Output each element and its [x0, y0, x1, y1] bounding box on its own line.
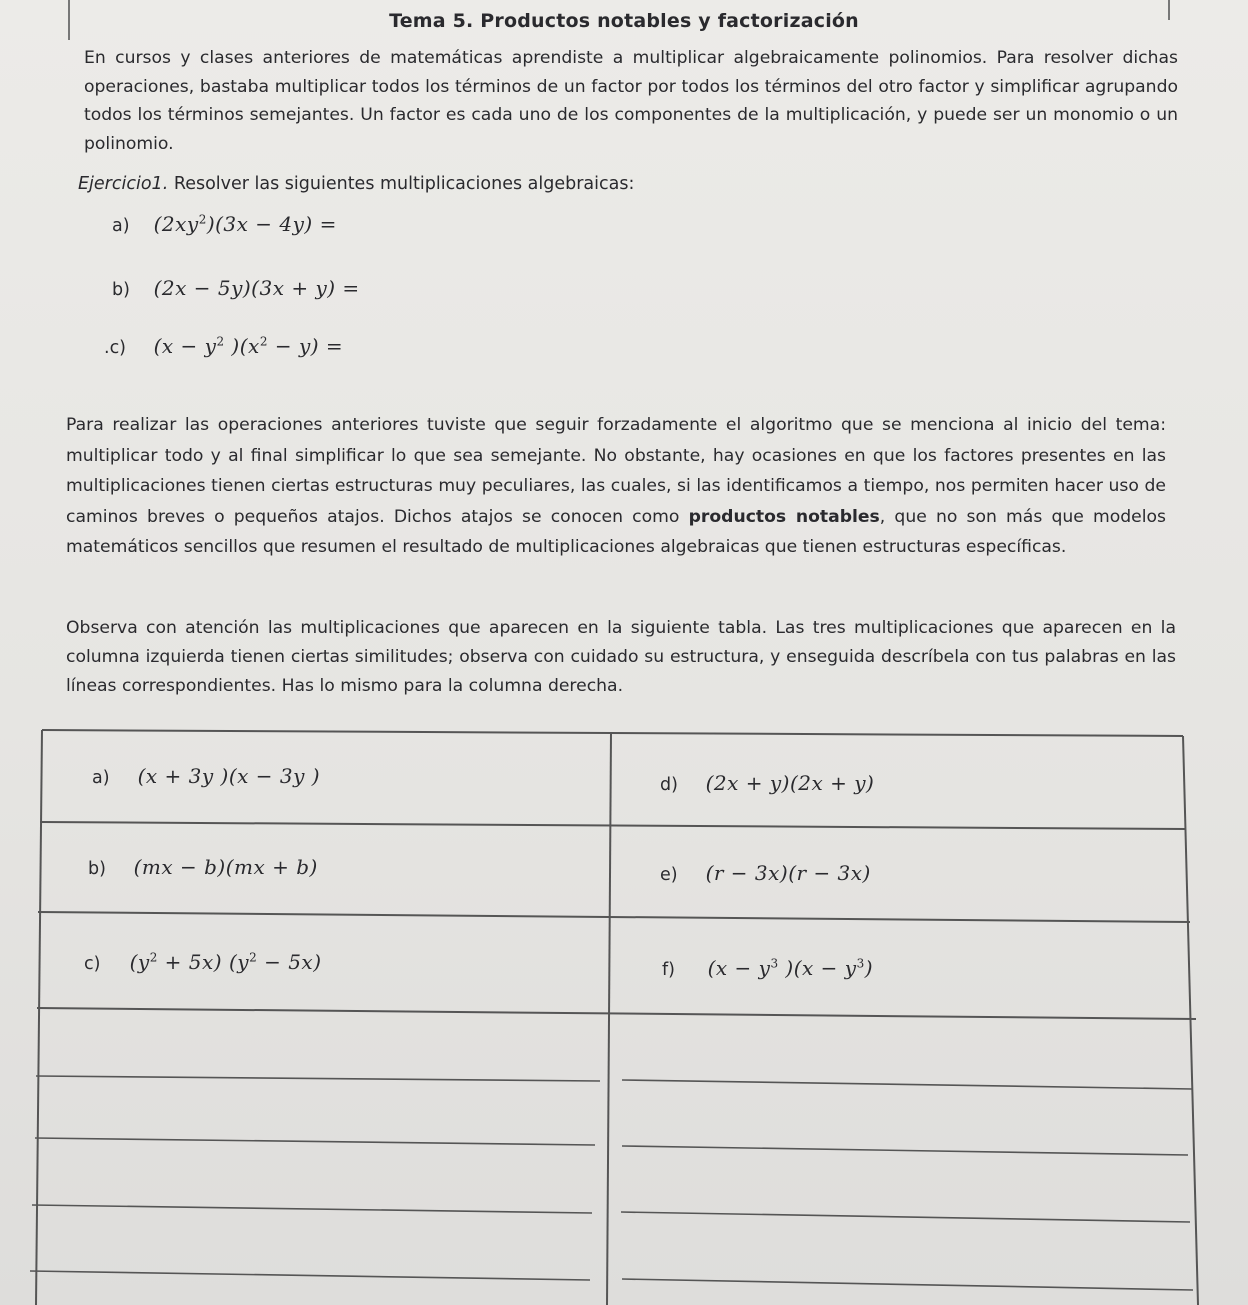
cell-label: a) — [92, 768, 110, 788]
table-cell-e — [660, 861, 871, 885]
cell-expression: (r − 3x)(r − 3x) — [705, 861, 871, 885]
answer-line-left-1 — [36, 1076, 600, 1081]
cell-label: e) — [660, 865, 678, 885]
answer-line-left-4 — [30, 1271, 590, 1280]
item-label: b) — [112, 280, 130, 300]
answer-line-right-4 — [622, 1279, 1193, 1290]
exercise-label: Ejercicio1. — [78, 174, 169, 194]
cell-expression: ($x - y^3$ )$(x - y^3)$ — [707, 956, 874, 980]
answer-line-right-2 — [622, 1146, 1188, 1155]
cell-expression: (x + 3y )(x − 3y ) — [137, 764, 321, 788]
answer-line-right-1 — [622, 1080, 1192, 1089]
page-title: Tema 5. Productos notables y factorización — [389, 10, 859, 32]
cell-label: f) — [662, 960, 675, 980]
table-cell-d — [660, 771, 874, 795]
answer-line-right-3 — [621, 1212, 1190, 1222]
cell-expression: (mx − b)(mx + b) — [133, 855, 318, 879]
instructions-paragraph: Observa con atención las multiplicaciones que aparecen en la siguiente tabla. Las tres multiplicaciones que aparecen en la columna izquierda tienen ciertas similitudes; observa con cuidado su estructura, y enseguida descríbela con tus palabras en las líneas correspondientes. Has lo mismo para la columna derecha. — [66, 618, 1176, 696]
explanation-text: Para realizar las operaciones anteriores tuviste que seguir forzadamente el algoritmo que se menciona al inicio del tema: multiplicar todo y al final simplificar lo que sea semejante. No obstante, hay ocasiones en que los factores presentes en las multiplicaciones tienen ciertas estructuras muy peculiares, las cuales, si las identificamos a tiempo, nos permiten hacer uso de caminos breves o pequeños atajos. Dichos atajos se conocen como — [66, 415, 1166, 527]
cell-expression: $(y^2 + 5x) (y^2 - 5x)$ — [129, 950, 322, 974]
cell-label: c) — [84, 954, 101, 974]
cell-label: b) — [88, 859, 106, 879]
table-cell-a — [92, 764, 320, 788]
explanation-text-end: , que no son más que modelos matemáticos sencillos que resumen el resultado de multiplicaciones algebraicas que tienen estructuras específicas. — [66, 506, 1166, 557]
item-label: a) — [112, 216, 130, 236]
cell-label: d) — [660, 775, 678, 795]
table-center-divider — [607, 733, 611, 1305]
table-row-divider-3 — [37, 1008, 1196, 1019]
exercise-instruction: Resolver las siguientes multiplicaciones algebraicas: — [168, 174, 635, 194]
productos-notables-term: productos notables — [688, 506, 880, 527]
table-right-border — [1183, 736, 1198, 1305]
table-cell-f — [662, 956, 873, 980]
item-label: .c) — [104, 338, 127, 358]
answer-line-left-2 — [35, 1138, 595, 1145]
item-expression: (2x − 5y)(3x + y) = — [153, 276, 360, 300]
answer-line-left-3 — [32, 1205, 592, 1213]
table-row-divider-2 — [38, 912, 1190, 922]
table-top-border — [42, 730, 1183, 736]
item-expression: $(2xy^2)(3x - 4y)$ = — [153, 212, 337, 236]
table-row-divider-1 — [40, 822, 1186, 829]
item-expression: ($x - y^2$ )$(x^2 - y)$ = — [153, 334, 344, 358]
table-left-border — [36, 730, 42, 1305]
table-cell-c — [84, 950, 322, 974]
table-cell-b — [88, 855, 318, 879]
cell-expression: (2x + y)(2x + y) — [705, 771, 875, 795]
intro-paragraph: En cursos y clases anteriores de matemáticas aprendiste a multiplicar algebraicamente polinomios. Para resolver dichas operaciones, bastaba multiplicar todos los términos de un factor por todos los términos del otro factor y simplificar agrupando todos los términos semejantes. Un factor es cada uno de los componentes de la multiplicación, y puede ser un monomio o un polinomio. — [84, 48, 1178, 154]
